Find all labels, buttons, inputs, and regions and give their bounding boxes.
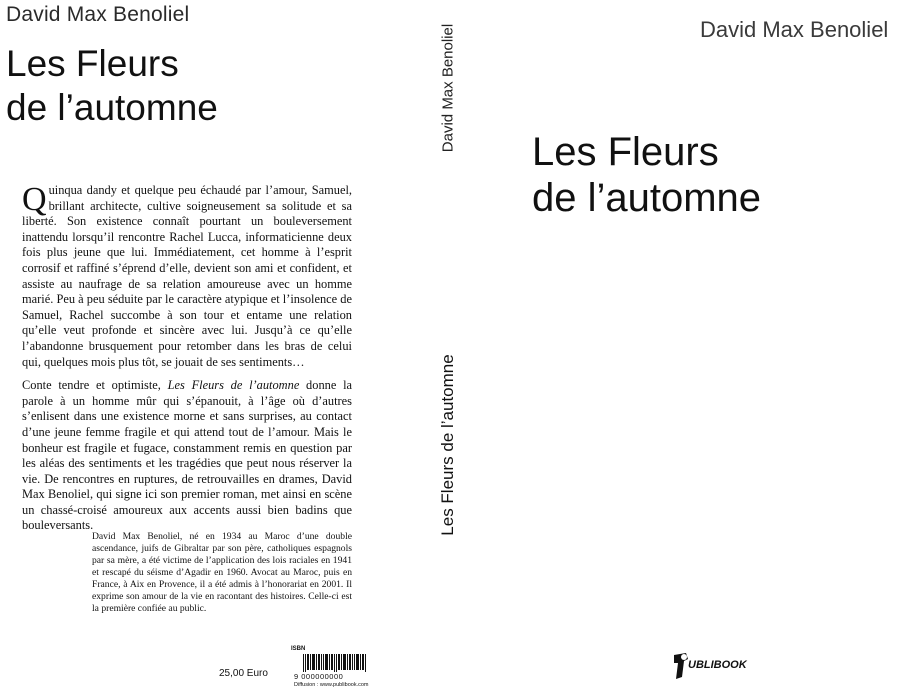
back-title-line2: de l’automne xyxy=(6,87,218,128)
back-cover-title xyxy=(6,42,218,130)
synopsis-p2-before: Conte tendre et optimiste, xyxy=(22,378,168,393)
spine-title: Les Fleurs de l’automne xyxy=(438,354,457,536)
synopsis-p1-text: uinqua dandy et quelque peu échaudé par l’amour, Samuel, brillant architecte, cultive soigneusement sa solitude et sa liberté. Son existence connaît pourtant un bouleversement inattendu lorsqu’il rencontre Rachel Lucca, informaticienne deux fois plus jeune que lui. Immédiatement, cet homme à l’esprit corrosif et raffiné s’éprend d’elle, devient son ami et confident, et assiste au naufrage de sa relation amoureuse avec un homme marié. Peu à peu séduite par le caractère atypique et l’insolence de Samuel, Rachel succombe à son tour et entame une relation qu’elle veut profonde et sincère avec lui. Jusqu’à ce qu’elle l’abandonne brusquement pour retomber dans les bras de celui qui, quelques mois plus tôt, se jouait de ses sentiments… xyxy=(22,183,352,369)
synopsis xyxy=(22,183,352,542)
author-bio: David Max Benoliel, né en 1934 au Maroc d’une double ascendance, juifs de Gibraltar par son père, catholiques espagnols par sa mère, a été victime de l’application des lois raciales en 1941 et rescapé du séisme d’Agadir en 1960. Avocat au Maroc, puis en France, à Aix en Provence, il a été admis à l’honorariat en 2001. Il exprime son amour de la vie en racontant des histoires. Celle-ci est la première confiée au public. xyxy=(92,531,352,614)
price: 25,00 Euro xyxy=(219,668,268,679)
spine-author: David Max Benoliel xyxy=(439,23,457,153)
isbn-label: ISBN xyxy=(291,646,306,652)
synopsis-p2-book-title: Les Fleurs de l’automne xyxy=(167,378,300,393)
diffusion-text: Diffusion : www.publibook.com xyxy=(294,682,369,688)
synopsis-paragraph-2 xyxy=(22,378,352,534)
front-title-line1: Les Fleurs xyxy=(532,130,719,174)
back-cover-author: David Max Benoliel xyxy=(6,3,190,26)
synopsis-p2-after: donne la parole à un homme mûr qui s’épanouit, à l’âge où d’autres s’enlisent dans une existence morne et sans surprises, au contact d’une jeune femme fragile et qui attend tout de l’amour. Mais le bonheur est fragile et fugace, constamment remis en question par les aléas des sentiments et les tragédies que peut nous réserver la vie. De rencontres en ruptures, de retrouvailles en drames, David Max Benoliel, qui signe ici son premier roman, met ainsi en scène un chassé-croisé amoureux aux accents aussi bien badins que bouleversants. xyxy=(22,378,353,533)
back-title-line1: Les Fleurs xyxy=(6,43,179,84)
publibook-logo-icon xyxy=(672,651,758,681)
front-title-line2: de l’automne xyxy=(532,176,762,220)
barcode-icon xyxy=(303,654,367,672)
barcode-digits: 9 000000000 xyxy=(294,672,344,681)
front-cover-author: David Max Benoliel xyxy=(700,17,889,42)
synopsis-paragraph-1 xyxy=(22,183,352,370)
front-cover-title xyxy=(532,129,761,221)
drop-cap: Q xyxy=(22,181,47,218)
svg-text:UBLIBOOK: UBLIBOOK xyxy=(688,659,747,671)
